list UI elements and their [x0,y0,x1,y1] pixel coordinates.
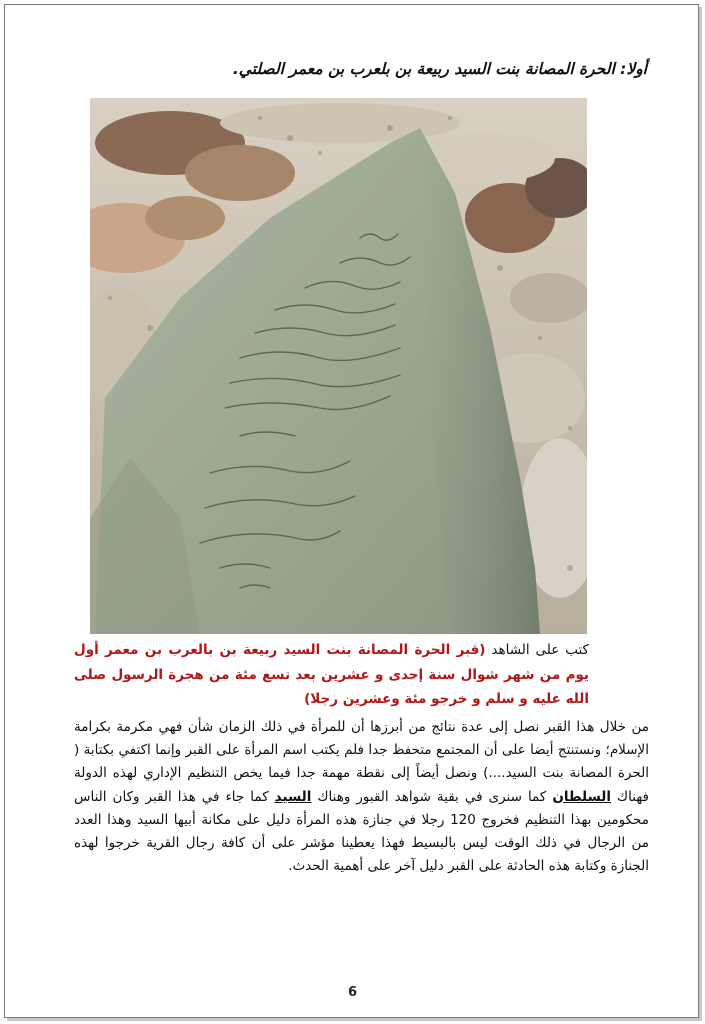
inscription-text: (قبر الحرة المصانة بنت السيد ربيعة بن بالعرب بن معمر أول يوم من شهر شوال سنة إحدى و عشرين بعد تسع مئة من هجرة الرسول صلى الله عليه و سلم و خرجو مئة وعشرين رجلا) [74,642,589,707]
body-paragraph [74,716,649,878]
inscription-caption [74,638,589,712]
section-heading: أولا: الحرة المصانة بنت السيد ربيعة بن بلعرب بن معمر الصلتي. [232,60,647,78]
page-number: 6 [347,985,358,1000]
sayyid-term: السيد [274,788,312,805]
body-part-3: كما جاء في هذا القبر وكان الناس محكومين بهذا التنظيم فخروج 120 رجلا في جنازة هذه المرأة دليل على مكانة أبيها السيد وهذا العدد من الرجال في ذلك الوقت ليس بالبسيط فهذا يعطينا مؤشر على أن كافة رجال القرية خرجوا لهذه الجنازة وكتابة هذه الحادثة على القبر دليل آخر على أهمية الحدث. [74,788,649,875]
gravestone-photo [90,98,587,634]
body-part-2: كما سنرى في بقية شواهد القبور وهناك [311,788,553,805]
body-part-1: من خلال هذا القبر نصل إلى عدة نتائج من أبرزها أن للمرأة في ذلك الزمان شأن فهي مكرمة بكرامة الإسلام؛ ونستنتج أيضا على أن المجتمع متحفظ جدا فلم يكتب اسم المرأة على القبر وإنما اكتفي بكتابة ( الحرة المصانة بنت السيد....) ونصل أيضاً إلى نقطة مهمة جدا فيما يخص التنظيم الإداري لهذه الدولة فهناك [74,719,650,805]
inscribed-gravestone-photo-icon [90,98,587,634]
caption-prefix: كتب على الشاهد [485,642,589,658]
sultan-term: السلطان [552,788,611,805]
